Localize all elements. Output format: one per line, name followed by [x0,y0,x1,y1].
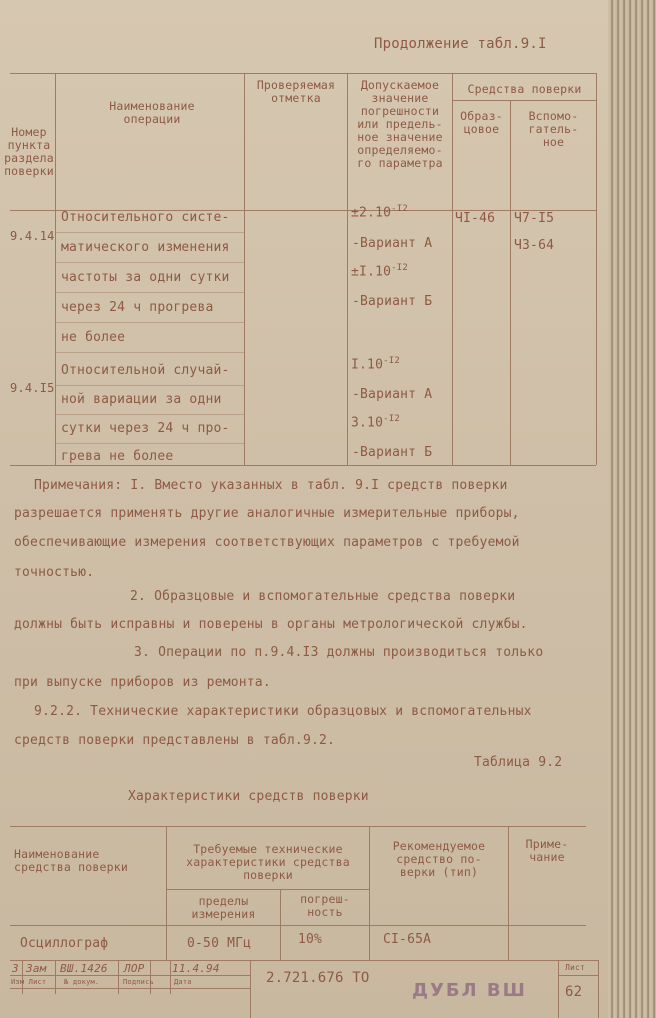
auxiliary-instrument: Ч7-I5 [514,211,555,226]
caption-doc: № докум. [64,978,100,986]
note-line: разрешается применять другие аналогичные измерительные приборы, [14,506,520,521]
note-line: должны быть исправны и поверены в органы метрологической службы. [14,617,528,632]
tolerance-variant: -Вариант Б [352,445,433,460]
tolerance-variant: -Вариант А [352,236,433,251]
operation-name-line: частоты за одни сутки [61,270,230,285]
caption-sign: Подпись [123,978,154,986]
caption-change: Изм Лист [11,978,47,986]
note-line: при выпуске приборов из ремонта. [14,675,271,690]
tolerance-value: $I.10^{-I2}$ [351,356,400,373]
tolerance-value: $3.10^{-I2}$ [351,414,400,431]
tolerance-variant: -Вариант А [352,387,433,402]
t2-header-limits: пределы измерения [191,894,256,921]
note-line: Примечания: I. Вместо указанных в табл. 9.I средств поверки [34,478,508,493]
operation-name-line: не более [61,330,126,345]
instrument-error: 10% [298,932,323,947]
instrument-name: Осциллограф [20,936,109,951]
note-line: 2. Образцовые и вспомогательные средства поверки [130,589,516,604]
table-9-2-label: Таблица 9.2 [474,755,563,770]
operation-name-line: грева не более [61,449,174,464]
auxiliary-instrument: Ч3-64 [514,238,555,253]
revision-number: З [12,962,19,975]
change-type: Зам [26,962,47,975]
header-num: Номер пункта раздела поверки [4,125,54,178]
sign-date: 11.4.94 [172,962,220,975]
table-9-2-title: Характеристики средств поверки [128,789,369,804]
operation-name-line: через 24 ч прогрева [61,300,214,315]
continuation-label: Продолжение табл.9.I [374,36,547,52]
header-verification-means: Средства поверки [467,82,582,96]
t2-header-name: Наименование средства поверки [14,847,128,874]
document-number: ВШ.1426 [60,962,108,975]
tolerance-value: $\pm 2.10^{-I2}$ [351,204,408,221]
header-tolerance: Допускаемое значение погрешности или предель- ное значение определяемо- го параметра [357,78,443,170]
operation-name-line: Относительного систе- [61,210,230,225]
reference-instrument: ЧI-46 [455,211,496,226]
note-line: обеспечивающие измерения соответствующих параметров с требуемой [14,535,520,550]
row-number: 9.4.I5 [10,381,55,395]
paragraph-line: 9.2.2. Технические характеристики образцовых и вспомогательных [34,704,532,719]
tolerance-variant: -Вариант Б [352,294,433,309]
tolerance-value: $\pm I.10^{-I2}$ [351,263,408,280]
header-operation-name: Наименование операции [109,99,195,126]
duplicate-stamp: ДУБЛ ВШ [412,980,527,1001]
sheet-number: 62 [565,984,583,1000]
t2-header-error: погреш- ность [300,892,350,919]
t2-header-recommended: Рекомендуемое средство по- верки (тип) [392,839,486,879]
operation-name-line: матического изменения [61,240,230,255]
note-line: 3. Операции по п.9.4.I3 должны производиться только [134,645,544,660]
operation-name-line: ной вариации за одни [61,392,222,407]
header-reference: Образ- цовое [460,109,503,136]
signature: ЛОР [124,962,145,975]
page-stack-edge [608,0,656,1018]
header-checked-mark: Проверяемая отметка [256,78,336,105]
sheet-label: Лист [565,963,586,972]
document-designation: 2.721.676 ТО [266,970,370,986]
operation-name-line: Относительной случай- [61,363,230,378]
t2-header-note: Приме- чание [525,837,569,864]
t2-header-required: Требуемые технические характеристики средства поверки [186,842,350,882]
caption-date: Дата [174,978,192,986]
note-line: точностью. [14,565,95,580]
paragraph-line: средств поверки представлены в табл.9.2. [14,733,336,748]
instrument-type: CI-65А [383,932,432,947]
instrument-limits: 0-50 МГц [187,936,252,951]
operation-name-line: сутки через 24 ч про- [61,421,230,436]
row-number: 9.4.14 [10,229,55,243]
header-auxiliary: Вспомо- гатель- ное [528,109,579,149]
